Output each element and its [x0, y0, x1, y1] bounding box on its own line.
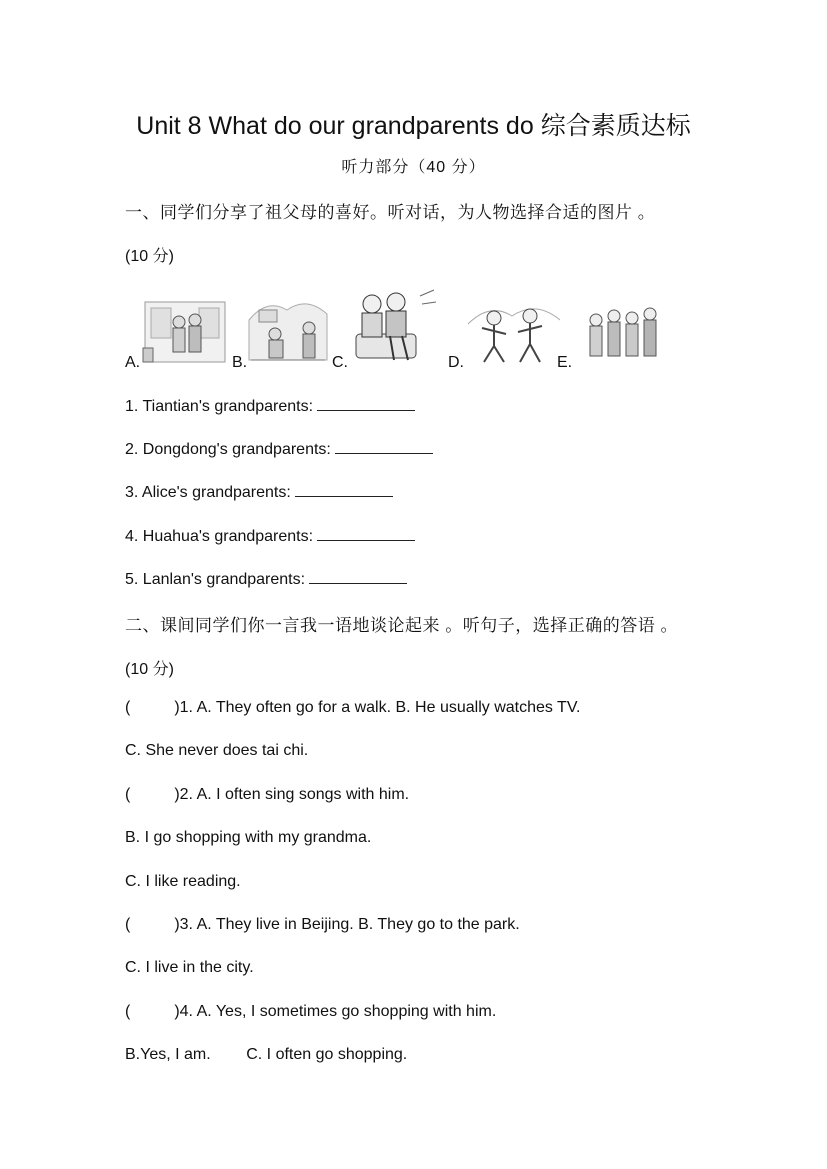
picture-label-d: D. — [448, 354, 464, 371]
section1-score: (10 分) — [125, 248, 174, 265]
question-3: 3. Alice's grandparents: — [125, 482, 393, 502]
picture-a-shopping — [141, 290, 231, 368]
item-4-options: B.Yes, I am. C. I often go shopping. — [125, 1046, 408, 1063]
picture-e-group — [580, 296, 662, 368]
answer-blank-1[interactable] — [317, 396, 415, 411]
item-3-option-c: C. I live in the city. — [125, 959, 254, 976]
picture-label-b: B. — [232, 354, 248, 371]
picture-c-sitting — [350, 284, 442, 368]
page-title: Unit 8 What do our grandparents do 综合素质达标 — [136, 112, 691, 140]
item-1-stem: ( )1. A. They often go for a walk. B. He usually watches TV. — [125, 699, 581, 716]
picture-b-park — [247, 290, 329, 368]
section1-heading: 一、同学们分享了祖父母的喜好。听对话，为人物选择合适的图片 。 — [125, 203, 656, 222]
picture-label-a: A. — [125, 354, 141, 371]
answer-blank-5[interactable] — [309, 569, 407, 584]
question-4: 4. Huahua's grandparents: — [125, 526, 415, 546]
item-2-stem: ( )2. A. I often sing songs with him. — [125, 786, 410, 803]
question-2: 2. Dongdong's grandparents: — [125, 439, 433, 459]
answer-blank-4[interactable] — [317, 526, 415, 541]
item-1-option-c: C. She never does tai chi. — [125, 742, 309, 759]
picture-label-c: C. — [332, 354, 348, 371]
question-5: 5. Lanlan's grandparents: — [125, 569, 407, 589]
item-3-stem: ( )3. A. They live in Beijing. B. They go to the park. — [125, 916, 520, 933]
page-subtitle: 听力部分（40 分） — [341, 159, 486, 176]
item-2-option-b: B. I go shopping with my grandma. — [125, 829, 372, 846]
answer-blank-3[interactable] — [295, 482, 393, 497]
picture-d-taichi — [468, 290, 560, 368]
answer-blank-2[interactable] — [335, 439, 433, 454]
section2-heading: 二、课间同学们你一言我一语地谈论起来 。听句子，选择正确的答语 。 — [125, 616, 678, 635]
question-1: 1. Tiantian's grandparents: — [125, 396, 415, 416]
section2-score: (10 分) — [125, 661, 174, 678]
item-4-stem: ( )4. A. Yes, I sometimes go shopping with him. — [125, 1003, 497, 1020]
item-2-option-c: C. I like reading. — [125, 873, 241, 890]
picture-label-e: E. — [557, 354, 573, 371]
